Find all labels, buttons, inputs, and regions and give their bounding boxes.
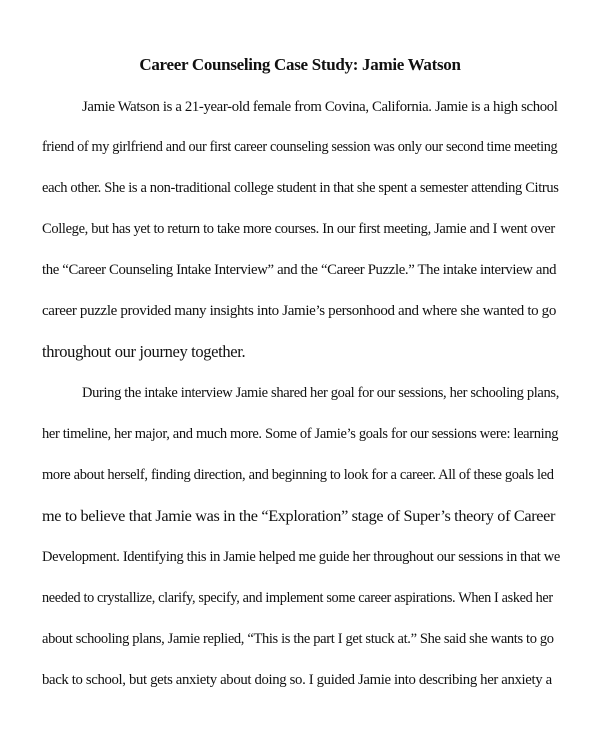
paragraph-2-line-8: back to school, but gets anxiety about doing so. I guided Jamie into describing her anxiety a	[42, 672, 552, 688]
paragraph-2-line-4: me to believe that Jamie was in the “Exploration” stage of Super’s theory of Career	[42, 507, 556, 525]
paragraph-1-line-1: Jamie Watson is a 21-year-old female from Covina, California. Jamie is a high school	[82, 99, 558, 115]
paragraph-1-line-6: career puzzle provided many insights into Jamie’s personhood and where she wanted to go	[42, 303, 556, 319]
paragraph-2-line-3: more about herself, finding direction, and beginning to look for a career. All of these goals led	[42, 467, 554, 483]
paragraph-1-line-4: College, but has yet to return to take more courses. In our first meeting, Jamie and I went over	[42, 221, 555, 237]
paragraph-1-line-3: each other. She is a non-traditional college student in that she spent a semester attending Citrus	[42, 180, 559, 196]
paragraph-1-line-2: friend of my girlfriend and our first career counseling session was only our second time meeting	[42, 139, 558, 155]
paragraph-2-line-5: Development. Identifying this in Jamie helped me guide her throughout our sessions in that we	[42, 549, 560, 565]
paragraph-2-line-7: about schooling plans, Jamie replied, “This is the part I get stuck at.” She said she wants to go	[42, 631, 554, 647]
document-title: Career Counseling Case Study: Jamie Watson	[139, 55, 461, 74]
paragraph-1-line-7: throughout our journey together.	[42, 342, 246, 361]
paragraph-1-line-5: the “Career Counseling Intake Interview” and the “Career Puzzle.” The intake interview and	[42, 262, 557, 278]
paragraph-2-line-6: needed to crystallize, clarify, specify, and implement some career aspirations. When I asked her	[42, 590, 553, 606]
paragraph-2-line-1: During the intake interview Jamie shared her goal for our sessions, her schooling plans,	[82, 385, 559, 401]
paragraph-2-line-2: her timeline, her major, and much more. Some of Jamie’s goals for our sessions were: learning	[42, 426, 559, 442]
